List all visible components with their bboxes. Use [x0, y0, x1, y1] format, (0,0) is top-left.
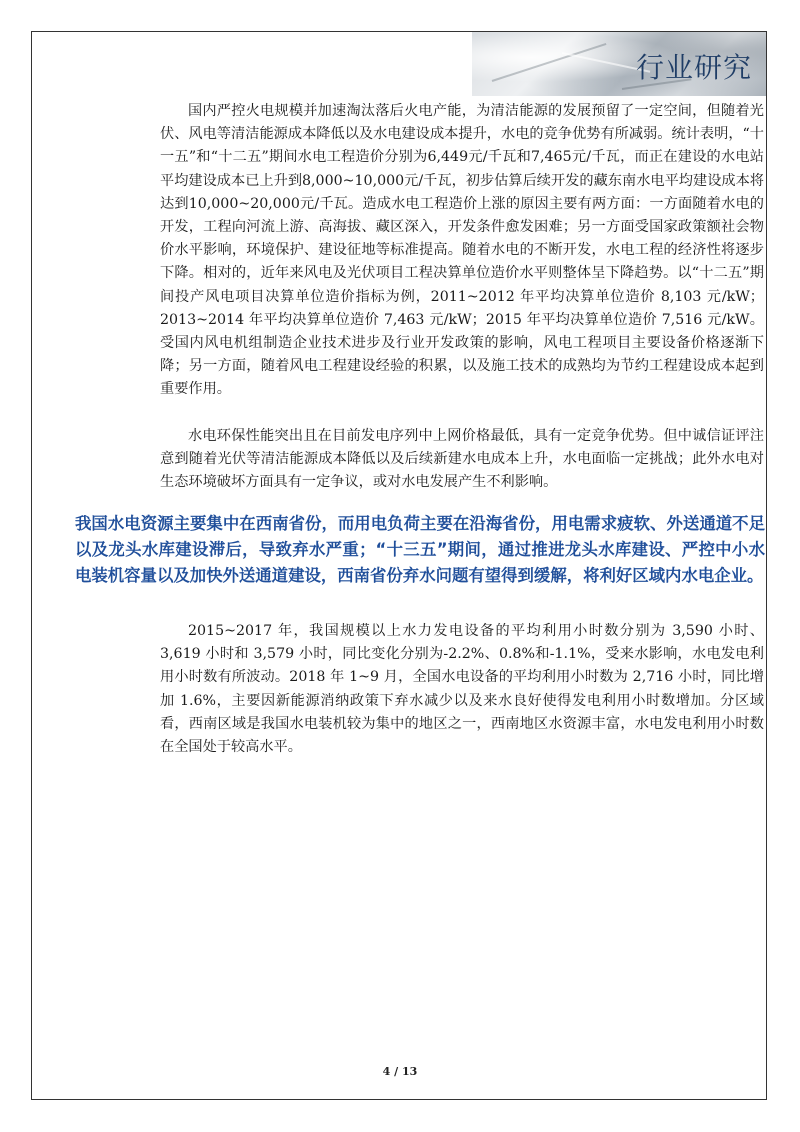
body-paragraph: 2015~2017 年，我国规模以上水力发电设备的平均利用小时数分别为 3,590 小时、3,619 小时和 3,579 小时，同比变化分别为-2.2%、0.8%和-1.1%，受来水影响，水电发电利用小时数有所波动。2018 年 1~9 月，全国水电设备的平均利用小时数为 2,716 小时，同比增加 1.6%，主要因新能源消纳政策下弃水减少以及来水良好使得发电利用小时数增加。分区域看，西南区域是我国水电装机较为集中的地区之一，西南地区水资源丰富，水电发电利用小时数在全国处于较高水平。 — [160, 623, 764, 756]
page-number: 4 / 13 — [382, 1065, 418, 1078]
section-title: 行业研究 — [635, 51, 752, 84]
body-paragraph: 国内严控火电规模并加速淘汰落后火电产能，为清洁能源的发展预留了一定空间，但随着光伏、风电等清洁能源成本降低以及水电建设成本提升，水电的竞争优势有所减弱。统计表明，“十一五”和“十二五”期间水电工程造价分别为6,449元/千瓦和7,465元/千瓦，而正在建设的水电站平均建设成本已上升到8,000~10,000元/千瓦，初步估算后续开发的藏东南水电平均建设成本将达到10,000~20,000元/千瓦。造成水电工程造价上涨的原因主要有两方面：一方面随着水电的开发，工程向河流上游、高海拔、藏区深入，开发条件愈发困难；另一方面受国家政策额社会物价水平影响，环境保护、建设征地等标准提高。随着水电的不断开发，水电工程的经济性将逐步下降。相对的，近年来风电及光伏项目工程决算单位造价水平则整体呈下降趋势。以“十二五”期间投产风电项目决算单位造价指标为例，2011~2012 年平均决算单位造价 8,103 元/kW；2013~2014 年平均决算单位造价 7,463 元/kW；2015 年平均决算单位造价 7,516 元/kW。受国内风电机组制造企业技术进步及行业开发政策的影响，风电工程项目主要设备价格逐渐下降；另一方面，随着风电工程建设经验的积累，以及施工技术的成熟均为节约工程建设成本起到重要作用。 — [160, 103, 764, 398]
header-banner — [472, 32, 766, 96]
key-point-highlight: 我国水电资源主要集中在西南省份，而用电负荷主要在沿海省份，用电需求疲软、外送通道不足以及龙头水库建设滞后，导致弃水严重；“十三五”期间，通过推进龙头水库建设、严控中小水电装机容量以及加快外送通道建设，西南省份弃水问题有望得到缓解，将利好区域内水电企业。 — [75, 514, 765, 585]
marble-texture — [492, 43, 607, 82]
body-paragraph: 水电环保性能突出且在目前发电序列中上网价格最低，具有一定竞争优势。但中诚信证评注意到随着光伏等清洁能源成本降低以及后续新建水电成本上升，水电面临一定挑战；此外水电对生态环境破坏方面具有一定争议，或对水电发展产生不利影响。 — [160, 428, 764, 491]
